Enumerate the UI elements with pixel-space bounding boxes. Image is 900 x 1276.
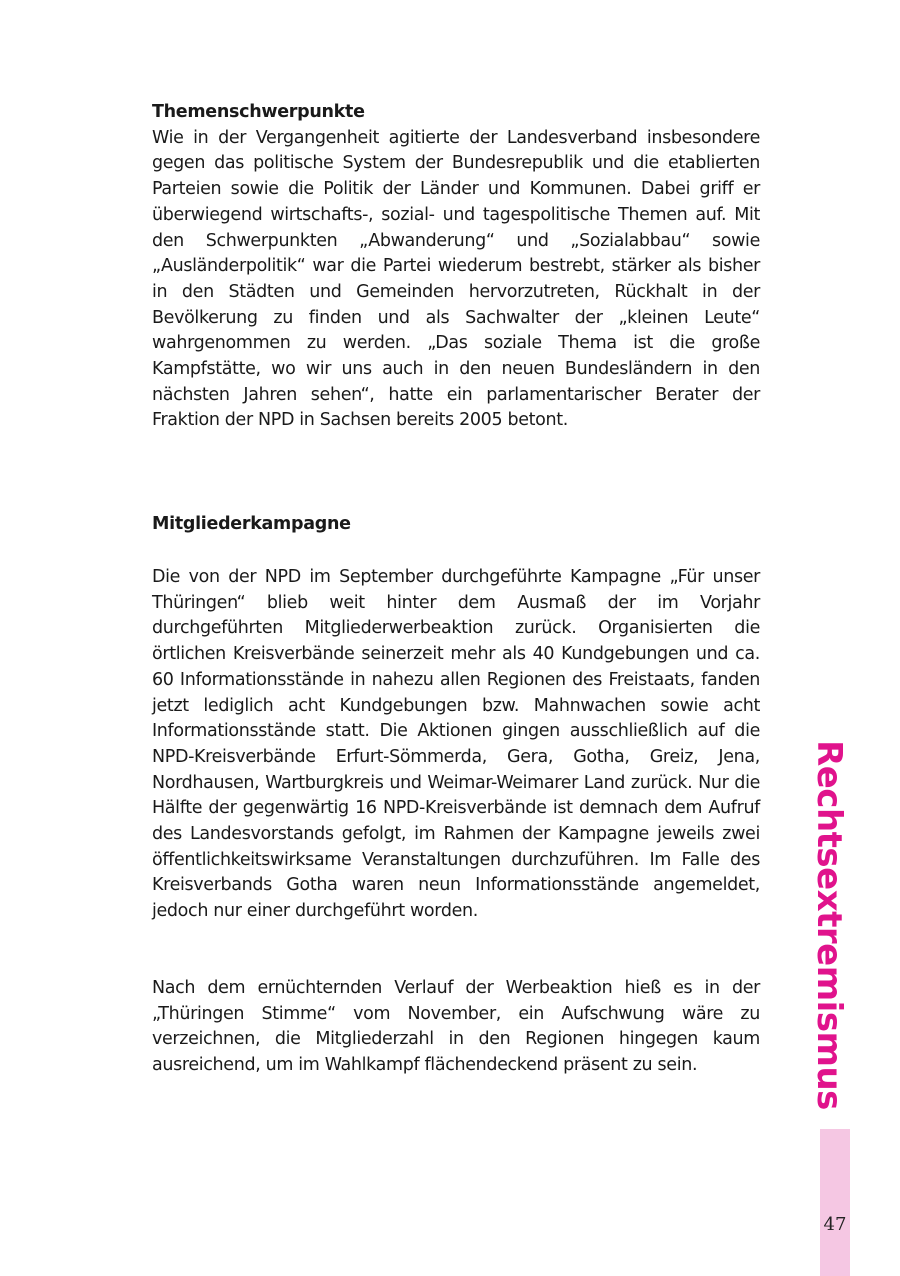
section-heading-mitgliederkampagne: Mitgliederkampagne [152,514,351,534]
section-paragraph: Wie in der Vergangenheit agitierte der Landesverband insbesondere gegen das politische System der Bundesrepublik und die etablierten Parteien sowie die Politik der Länder und Kommunen. Dabei griff er überwiegend wirtschafts-, sozial- und tagespolitische Themen auf. Mit den Schwerpunkten „Abwanderung“ und „Sozialabbau“ sowie „Ausländerpolitik“ war die Partei wiederum bestrebt, stärker als bisher in den Städten und Gemeinden hervorzutreten, Rückhalt in der Bevölkerung zu finden und als Sachwalter der „kleinen Leute“ wahrgenommen zu werden. „Das soziale Thema ist die große Kampfstätte, wo wir uns auch in den neuen Bundesländern in den nächsten Jahren sehen“, hatte ein parlamentarischer Berater der Fraktion der NPD in Sachsen bereits 2005 betont. [152,127,760,431]
chapter-title-text: Rechtsextremismus [809,740,849,1110]
section-paragraph: Die von der NPD im September durchgeführte Kampagne „Für unser Thüringen“ blieb weit hinter dem Ausmaß der im Vorjahr durchgeführten Mitgliederwerbeaktion zurück. Organisierten die örtlichen Kreisverbände seinerzeit mehr als 40 Kundgebungen und ca. 60 Informationsstände in nahezu allen Regionen des Freistaats, fanden jetzt lediglich acht Kundgebungen bzw. Mahnwachen sowie acht Informationsstände statt. Die Aktionen gingen ausschließlich auf die NPD-Kreisverbände Erfurt-Sömmerda, Gera, Gotha, Greiz, Jena, Nordhausen, Wartburgkreis und Weimar-Weimarer Land zurück. Nur die Hälfte der gegenwärtig 16 NPD-Kreisverbände ist demnach dem Aufruf des Landesvorstands gefolgt, im Rahmen der Kampagne jeweils zwei öffentlichkeitswirksame Veranstaltungen durchzuführen. Im Falle des Kreisverbands Gotha waren neun Informationsstände angemeldet, jedoch nur einer durchgeführt worden. [152,567,760,922]
page-content [152,100,760,1076]
section-paragraph: Nach dem ernüchternden Verlauf der Werbeaktion hieß es in der „Thüringen Stimme“ vom November, ein Aufschwung wäre zu verzeichnen, die Mitgliederzahl in den Regionen hingegen kaum ausreichend, um im Wahlkampf flächendeckend präsent zu sein. [152,978,760,1076]
page-tab-marker [820,1129,850,1276]
section-heading-themenschwerpunkte: Themenschwerpunkte [152,102,365,122]
page-number: 47 [823,1214,847,1235]
sidebar-chapter-title [809,740,849,1110]
